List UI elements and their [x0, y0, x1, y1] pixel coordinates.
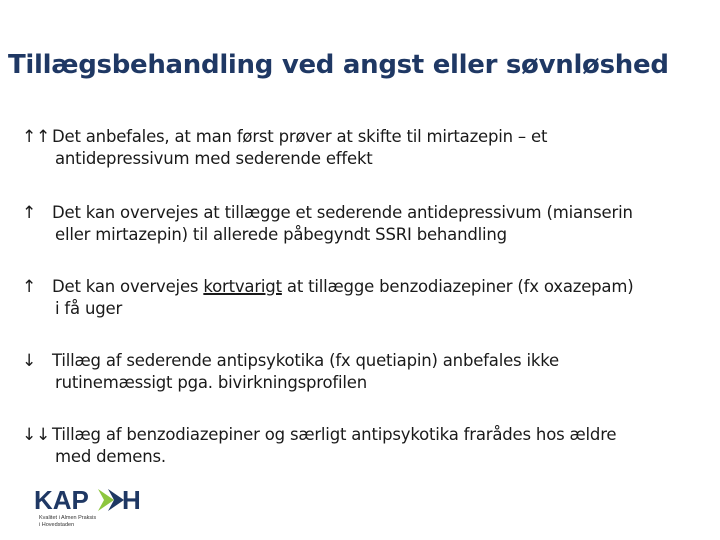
item-4-line-2: rutinemæssigt pga. bivirkningsprofilen	[55, 373, 367, 392]
kaph-logo-mark	[34, 485, 149, 515]
item-3-line-2: i få uger	[55, 299, 123, 318]
up-arrow-icon: ↑	[22, 277, 37, 297]
item-3-line-1-before: Det kan overvejes	[52, 277, 204, 296]
item-3-underlined-word: kortvarigt	[203, 277, 282, 296]
recommendation-item-5	[22, 424, 702, 468]
item-4-line-1: Tillæg af sederende antipsykotika (fx quetiapin) anbefales ikke	[52, 351, 559, 370]
item-2-line-1: Det kan overvejes at tillægge et sederende antidepressivum (mianserin	[52, 203, 633, 222]
item-5-line-2: med demens.	[55, 447, 166, 466]
recommendation-item-2	[22, 202, 702, 246]
logo-word-left: KAP	[34, 485, 89, 515]
logo-subtitle	[39, 515, 96, 528]
item-1-line-2: antidepressivum med sederende effekt	[55, 149, 373, 168]
recommendation-item-4	[22, 350, 702, 394]
item-2-line-2: eller mirtazepin) til allerede påbegyndt SSRI behandling	[55, 225, 507, 244]
logo-subtitle-line-2: i Hovedstaden	[39, 521, 75, 528]
recommendation-item-3	[22, 276, 702, 320]
logo-word-right: H	[122, 485, 141, 515]
item-5-line-1: Tillæg af benzodiazepiner og særligt antipsykotika frarådes hos ældre	[52, 425, 617, 444]
recommendation-item-1	[22, 126, 702, 170]
item-1-line-1: Det anbefales, at man først prøver at skifte til mirtazepin – et	[52, 127, 548, 146]
kaph-logo	[34, 485, 149, 537]
logo-subtitle-line-1: Kvalitet i Almen Praksis	[39, 515, 97, 521]
slide-title: Tillægsbehandling ved angst eller søvnløshed	[8, 50, 669, 80]
down-arrow-icon: ↓	[22, 351, 37, 371]
up-arrow-icon: ↑	[22, 203, 37, 223]
double-up-arrow-icon: ↑↑	[22, 127, 51, 147]
item-3-line-1-after: at tillægge benzodiazepiner (fx oxazepam)	[281, 277, 634, 296]
double-down-arrow-icon: ↓↓	[22, 425, 51, 445]
